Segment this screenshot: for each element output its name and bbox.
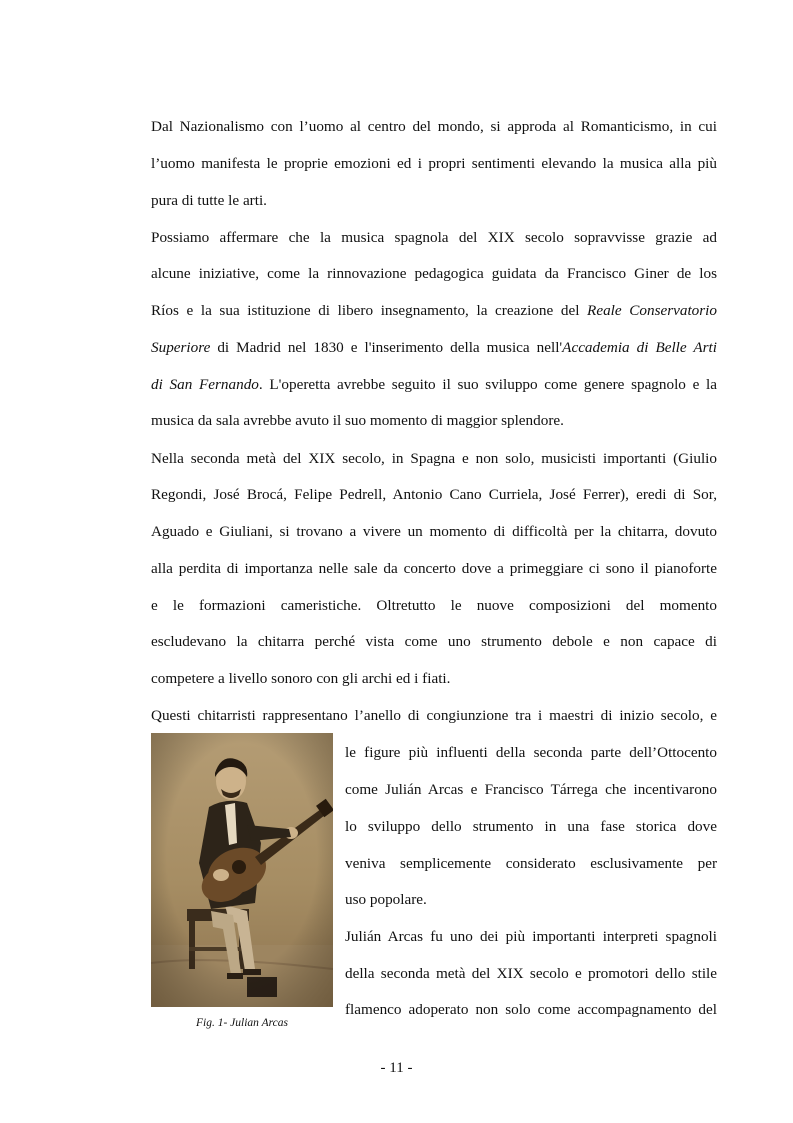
text-line: veniva semplicemente considerato esclusivamente per (345, 855, 717, 872)
italic-title: di San Fernando (151, 376, 259, 393)
text-line: uso popolare. (345, 891, 427, 908)
text-line: flamenco adoperato non solo come accompagnamento del (345, 1001, 717, 1018)
text-line: Questi chitarristi rappresentano l’anello di congiunzione tra i maestri di inizio secolo, e (151, 707, 717, 724)
text-line (151, 302, 717, 320)
text-line: e le formazioni cameristiche. Oltretutto le nuove composizioni del momento (151, 597, 717, 614)
text-line: alla perdita di importanza nelle sale da concerto dove a primeggiare ci sono il pianoforte (151, 560, 717, 577)
text-line: della seconda metà del XIX secolo e promotori dello stile (345, 965, 717, 982)
italic-title: Reale Conservatorio (587, 302, 717, 319)
text-line: alcune iniziative, come la rinnovazione pedagogica guidata da Francisco Giner de los (151, 265, 717, 282)
text-run: . L'operetta avrebbe seguito il suo sviluppo come genere spagnolo e la (258, 376, 718, 393)
text-run: Ríos e la sua istituzione di libero insegnamento, la creazione del (151, 302, 588, 319)
text-line: Julián Arcas fu uno dei più importanti interpreti spagnoli (345, 928, 717, 945)
text-line: lo sviluppo dello strumento in una fase storica dove (345, 818, 717, 835)
figure-caption: Fig. 1- Julian Arcas (196, 1017, 288, 1029)
text-line: Nella seconda metà del XIX secolo, in Spagna e non solo, musicisti importanti (Giulio (151, 450, 717, 467)
page-number: - 11 - (380, 1060, 413, 1076)
guitarist-photo (151, 733, 333, 1007)
text-line: Regondi, José Brocá, Felipe Pedrell, Antonio Cano Curriela, José Ferrer), eredi di Sor, (151, 486, 717, 503)
text-line (151, 339, 717, 357)
text-line: Possiamo affermare che la musica spagnola del XIX secolo sopravvisse grazie ad (151, 229, 717, 246)
text-line: le figure più influenti della seconda parte dell’Ottocento (345, 744, 717, 761)
text-line: escludevano la chitarra perché vista come uno strumento debole e non capace di (151, 633, 717, 650)
text-line: competere a livello sonoro con gli archi ed i fiati. (151, 670, 451, 687)
italic-title: Accademia di Belle Arti (562, 339, 717, 356)
text-line: Dal Nazionalismo con l’uomo al centro del mondo, si approda al Romanticismo, in cui (151, 118, 717, 135)
text-line: come Julián Arcas e Francisco Tárrega che incentivarono (345, 781, 717, 798)
text-line: musica da sala avrebbe avuto il suo momento di maggior splendore. (151, 412, 564, 429)
text-line: l’uomo manifesta le proprie emozioni ed i propri sentimenti elevando la musica alla più (151, 155, 717, 172)
text-line (151, 376, 717, 394)
text-run: di Madrid nel 1830 e l'inserimento della musica nell' (210, 339, 563, 356)
italic-title: Superiore (151, 339, 211, 356)
text-line: pura di tutte le arti. (151, 192, 267, 209)
text-line: Aguado e Giuliani, si trovano a vivere un momento di difficoltà per la chitarra, dovuto (151, 523, 717, 540)
